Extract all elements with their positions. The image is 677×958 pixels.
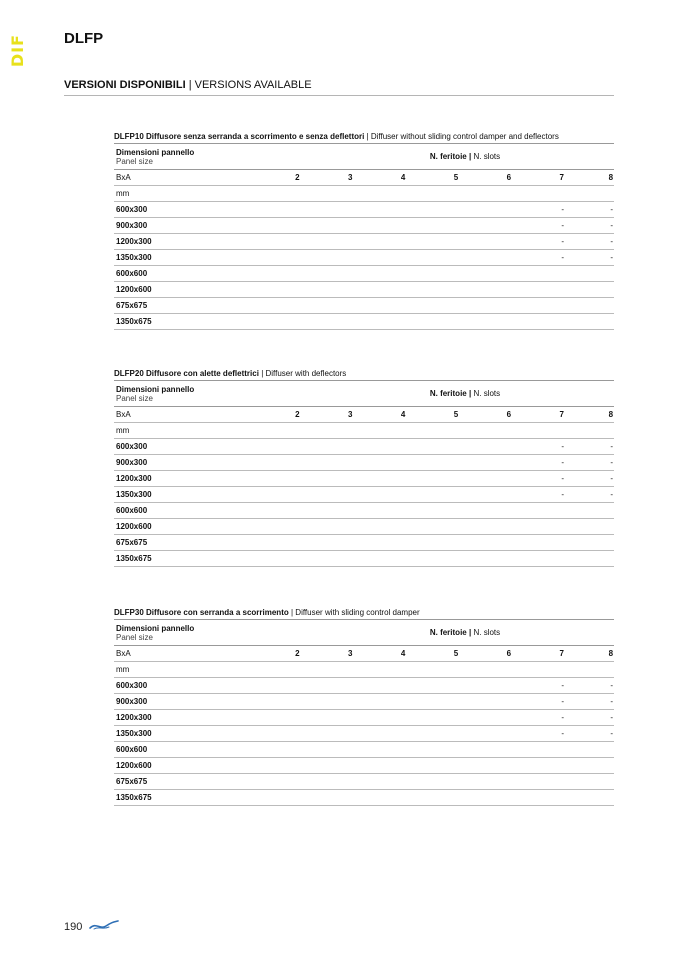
availability-cell <box>458 455 511 470</box>
availability-cell <box>300 250 353 265</box>
slot-count-cell: 3 <box>348 173 353 182</box>
availability-cell <box>405 694 458 709</box>
availability-cell: - <box>610 458 614 467</box>
slot-count-cell: 7 <box>559 649 564 658</box>
description-en: Diffuser without sliding control damper and deflectors <box>370 132 559 141</box>
slot-count-row <box>114 170 614 186</box>
availability-cell <box>300 694 353 709</box>
availability-cell <box>405 790 458 805</box>
availability-cell <box>405 551 458 566</box>
availability-cell <box>352 790 405 805</box>
slot-count-cell: 2 <box>295 649 300 658</box>
availability-cell <box>352 282 405 297</box>
table-row <box>114 250 614 266</box>
availability-cell: - <box>610 221 614 230</box>
availability-cell <box>405 758 458 773</box>
availability-cell <box>405 439 458 454</box>
availability-cell <box>247 250 300 265</box>
slot-count-cell: 7 <box>559 173 564 182</box>
availability-cell <box>564 551 614 566</box>
availability-cell <box>458 774 511 789</box>
availability-cell <box>300 314 353 329</box>
table-row <box>114 535 614 551</box>
availability-cell: - <box>561 697 564 706</box>
availability-cell <box>247 774 300 789</box>
description-en: Diffuser with deflectors <box>265 369 347 378</box>
panel-size-cell: 675x675 <box>116 538 148 547</box>
panel-size-it: Dimensioni pannello <box>116 147 195 157</box>
availability-cell <box>352 439 405 454</box>
availability-cell <box>300 503 353 518</box>
availability-cell <box>405 471 458 486</box>
availability-cell <box>300 678 353 693</box>
availability-cell <box>352 758 405 773</box>
slots-separator: | <box>468 628 472 637</box>
slot-count-cell: 8 <box>608 410 614 419</box>
availability-cell <box>300 551 353 566</box>
description-it: Diffusore con alette deflettrici <box>146 369 259 378</box>
panel-size-cell: 1200x300 <box>116 713 152 722</box>
availability-cell <box>458 535 511 550</box>
panel-size-cell: 600x600 <box>116 269 148 278</box>
availability-cell <box>352 234 405 249</box>
availability-cell <box>352 710 405 725</box>
panel-size-cell: 600x600 <box>116 506 148 515</box>
availability-cell <box>564 503 614 518</box>
availability-cell <box>300 726 353 741</box>
availability-cell <box>247 726 300 741</box>
panel-size-en: Panel size <box>116 156 153 166</box>
panel-size-en: Panel size <box>116 632 153 642</box>
availability-cell <box>300 774 353 789</box>
availability-cell <box>511 758 564 773</box>
description-separator: | <box>366 132 369 141</box>
slots-separator: | <box>468 152 472 161</box>
availability-cell <box>247 535 300 550</box>
availability-cell <box>405 519 458 534</box>
slots-en: N. slots <box>473 389 501 398</box>
availability-cell <box>352 266 405 281</box>
panel-size-cell: 1200x600 <box>116 285 152 294</box>
availability-cell <box>405 503 458 518</box>
availability-cell: - <box>561 442 564 451</box>
availability-cell <box>511 774 564 789</box>
description-it: Diffusore con serranda a scorrimento <box>146 608 289 617</box>
availability-cell: - <box>561 221 564 230</box>
availability-cell: - <box>610 697 614 706</box>
availability-cell <box>458 678 511 693</box>
panel-size-it: Dimensioni pannello <box>116 623 195 633</box>
slot-count-cell: 3 <box>348 410 353 419</box>
availability-cell <box>458 742 511 757</box>
table-row <box>114 774 614 790</box>
panel-size-it: Dimensioni pannello <box>116 384 195 394</box>
availability-cell <box>247 551 300 566</box>
availability-cell <box>352 678 405 693</box>
panel-size-cell: 1200x300 <box>116 237 152 246</box>
availability-cell: - <box>610 713 614 722</box>
table-row <box>114 726 614 742</box>
availability-cell <box>247 503 300 518</box>
availability-cell <box>511 519 564 534</box>
panel-size-cell: 1200x300 <box>116 474 152 483</box>
panel-size-header <box>114 624 316 642</box>
availability-cell <box>300 266 353 281</box>
availability-cell <box>458 471 511 486</box>
availability-cell <box>458 551 511 566</box>
availability-cell <box>405 455 458 470</box>
product-code: DLFP20 <box>114 369 144 378</box>
table-title <box>114 130 614 144</box>
availability-cell <box>458 298 511 313</box>
availability-cell: - <box>561 474 564 483</box>
availability-cell <box>564 266 614 281</box>
availability-cell <box>405 487 458 502</box>
slots-en: N. slots <box>473 152 501 161</box>
panel-size-cell: 1350x300 <box>116 490 152 499</box>
availability-cell <box>247 519 300 534</box>
availability-cell <box>564 519 614 534</box>
availability-cell <box>247 234 300 249</box>
table-title <box>114 606 614 620</box>
table-row <box>114 234 614 250</box>
availability-cell <box>300 282 353 297</box>
slots-separator: | <box>468 389 472 398</box>
section-title-it: VERSIONI DISPONIBILI <box>64 79 186 91</box>
slot-count-row <box>114 646 614 662</box>
description-separator: | <box>290 608 294 617</box>
unit-label: mm <box>116 665 130 674</box>
table-row <box>114 503 614 519</box>
availability-cell <box>352 726 405 741</box>
availability-cell <box>352 535 405 550</box>
availability-cell <box>511 314 564 329</box>
page-title: DLFP <box>64 30 104 47</box>
slot-count-row <box>114 407 614 423</box>
panel-size-cell: 600x300 <box>116 205 148 214</box>
availability-cell <box>458 266 511 281</box>
slot-count-cell: 5 <box>453 173 459 182</box>
slots-it: N. feritoie <box>429 152 467 161</box>
availability-cell <box>352 487 405 502</box>
availability-cell <box>300 710 353 725</box>
page-number: 190 <box>64 921 83 933</box>
availability-cell <box>458 202 511 217</box>
slot-count-cell: 4 <box>400 173 406 182</box>
description-it: Diffusore senza serranda a scorrimento e senza deflettori <box>146 132 365 141</box>
availability-cell <box>247 282 300 297</box>
availability-cell <box>458 519 511 534</box>
panel-size-cell: 675x675 <box>116 301 148 310</box>
unit-label: mm <box>116 189 130 198</box>
slots-header <box>316 152 614 161</box>
table-row <box>114 266 614 282</box>
availability-cell <box>300 790 353 805</box>
panel-size-en: Panel size <box>116 393 153 403</box>
availability-cell <box>458 758 511 773</box>
section-title-en: VERSIONS AVAILABLE <box>194 79 312 91</box>
availability-cell <box>564 298 614 313</box>
table-row <box>114 694 614 710</box>
dims-label: BxA <box>116 410 131 419</box>
table-row <box>114 790 614 806</box>
availability-cell <box>300 455 353 470</box>
availability-cell: - <box>561 458 564 467</box>
availability-cell <box>564 282 614 297</box>
slot-count-cell: 8 <box>608 173 614 182</box>
table-header <box>114 144 614 170</box>
description-en: Diffuser with sliding control damper <box>295 608 420 617</box>
table-row <box>114 298 614 314</box>
availability-cell <box>405 710 458 725</box>
availability-cell <box>247 694 300 709</box>
availability-cell <box>458 726 511 741</box>
availability-cell <box>352 314 405 329</box>
availability-cell <box>511 298 564 313</box>
availability-cell: - <box>610 442 614 451</box>
panel-size-cell: 900x300 <box>116 221 148 230</box>
availability-cell <box>511 266 564 281</box>
availability-cell <box>352 551 405 566</box>
availability-cell <box>247 742 300 757</box>
availability-cell <box>247 471 300 486</box>
availability-cell <box>247 218 300 233</box>
table-row <box>114 742 614 758</box>
panel-size-header <box>114 385 316 403</box>
side-tab-label: DIF <box>8 34 27 68</box>
slot-count-cell: 6 <box>506 173 512 182</box>
availability-cell: - <box>610 729 614 738</box>
availability-cell <box>458 503 511 518</box>
availability-cell <box>405 282 458 297</box>
availability-cell <box>352 694 405 709</box>
unit-row <box>114 423 614 439</box>
availability-cell <box>247 314 300 329</box>
availability-cell <box>352 298 405 313</box>
availability-cell: - <box>561 681 564 690</box>
unit-row <box>114 662 614 678</box>
availability-cell <box>458 710 511 725</box>
availability-cell <box>300 298 353 313</box>
table-header <box>114 620 614 646</box>
section-separator: | <box>188 79 192 91</box>
availability-cell: - <box>561 729 564 738</box>
panel-size-cell: 1200x600 <box>116 522 152 531</box>
panel-size-cell: 675x675 <box>116 777 148 786</box>
availability-cell: - <box>561 205 564 214</box>
slot-count-cell: 4 <box>400 410 406 419</box>
availability-cell <box>564 774 614 789</box>
table-row <box>114 710 614 726</box>
availability-cell <box>458 234 511 249</box>
slot-count-cell: 6 <box>506 649 512 658</box>
availability-cell <box>247 790 300 805</box>
table-row <box>114 455 614 471</box>
product-code: DLFP10 <box>114 132 144 141</box>
availability-cell <box>300 202 353 217</box>
table-row <box>114 314 614 330</box>
table-row <box>114 487 614 503</box>
table-row <box>114 758 614 774</box>
availability-cell: - <box>610 681 614 690</box>
unit-label: mm <box>116 426 130 435</box>
availability-cell: - <box>610 253 614 262</box>
availability-cell <box>564 742 614 757</box>
slots-it: N. feritoie <box>429 628 467 637</box>
slot-count-cell: 4 <box>400 649 406 658</box>
table-row <box>114 218 614 234</box>
availability-cell <box>405 535 458 550</box>
versions-table-2 <box>114 606 614 806</box>
table-row <box>114 519 614 535</box>
availability-cell <box>511 282 564 297</box>
availability-cell <box>405 774 458 789</box>
table-row <box>114 471 614 487</box>
availability-cell: - <box>610 490 614 499</box>
availability-cell <box>458 790 511 805</box>
availability-cell <box>300 758 353 773</box>
versions-table-1 <box>114 367 614 567</box>
panel-size-cell: 1350x300 <box>116 253 152 262</box>
table-row <box>114 202 614 218</box>
availability-cell: - <box>561 713 564 722</box>
dims-label: BxA <box>116 173 131 182</box>
dims-label: BxA <box>116 649 131 658</box>
availability-cell <box>511 790 564 805</box>
availability-cell <box>564 314 614 329</box>
availability-cell <box>352 250 405 265</box>
availability-cell: - <box>561 253 564 262</box>
availability-cell <box>300 218 353 233</box>
slot-count-cell: 5 <box>453 410 459 419</box>
slot-count-cell: 7 <box>559 410 564 419</box>
availability-cell <box>352 455 405 470</box>
description-separator: | <box>261 369 264 378</box>
slot-count-cell: 5 <box>453 649 459 658</box>
table-row <box>114 439 614 455</box>
panel-size-cell: 900x300 <box>116 697 148 706</box>
availability-cell <box>352 218 405 233</box>
availability-cell: - <box>610 205 614 214</box>
availability-cell <box>405 314 458 329</box>
slots-header <box>316 628 614 637</box>
availability-cell <box>247 710 300 725</box>
availability-cell <box>300 471 353 486</box>
slot-count-cell: 8 <box>608 649 614 658</box>
panel-size-header <box>114 148 316 166</box>
availability-cell <box>405 298 458 313</box>
availability-cell <box>405 218 458 233</box>
availability-cell <box>405 250 458 265</box>
availability-cell: - <box>610 237 614 246</box>
availability-cell <box>300 742 353 757</box>
availability-cell <box>352 503 405 518</box>
availability-cell <box>247 266 300 281</box>
availability-cell <box>247 202 300 217</box>
availability-cell <box>564 535 614 550</box>
availability-cell <box>458 694 511 709</box>
availability-cell <box>300 439 353 454</box>
panel-size-cell: 600x600 <box>116 745 148 754</box>
slots-header <box>316 389 614 398</box>
table-title <box>114 367 614 381</box>
availability-cell <box>458 250 511 265</box>
availability-cell <box>247 298 300 313</box>
table-row <box>114 282 614 298</box>
availability-cell <box>405 234 458 249</box>
availability-cell: - <box>561 237 564 246</box>
panel-size-cell: 1200x600 <box>116 761 152 770</box>
wave-logo-icon <box>88 918 120 932</box>
availability-cell: - <box>610 474 614 483</box>
availability-cell <box>511 535 564 550</box>
panel-size-cell: 1350x675 <box>116 554 152 563</box>
availability-cell <box>300 234 353 249</box>
availability-cell <box>247 439 300 454</box>
availability-cell <box>300 535 353 550</box>
table-row <box>114 551 614 567</box>
slot-count-cell: 3 <box>348 649 353 658</box>
slots-en: N. slots <box>473 628 501 637</box>
panel-size-cell: 600x300 <box>116 442 148 451</box>
panel-size-cell: 900x300 <box>116 458 148 467</box>
versions-table-0 <box>114 130 614 330</box>
availability-cell <box>352 774 405 789</box>
availability-cell <box>352 519 405 534</box>
availability-cell <box>247 487 300 502</box>
availability-cell <box>405 742 458 757</box>
availability-cell <box>458 487 511 502</box>
panel-size-cell: 1350x300 <box>116 729 152 738</box>
availability-cell <box>511 742 564 757</box>
unit-row <box>114 186 614 202</box>
panel-size-cell: 1350x675 <box>116 793 152 802</box>
availability-cell <box>405 726 458 741</box>
table-header <box>114 381 614 407</box>
availability-cell <box>300 519 353 534</box>
availability-cell <box>247 455 300 470</box>
availability-cell <box>458 314 511 329</box>
availability-cell <box>405 202 458 217</box>
availability-cell <box>247 758 300 773</box>
availability-cell <box>564 790 614 805</box>
availability-cell <box>352 471 405 486</box>
product-code: DLFP30 <box>114 608 144 617</box>
availability-cell <box>247 678 300 693</box>
availability-cell <box>405 678 458 693</box>
availability-cell <box>564 758 614 773</box>
slot-count-cell: 2 <box>295 173 300 182</box>
slots-it: N. feritoie <box>429 389 467 398</box>
availability-cell <box>300 487 353 502</box>
availability-cell <box>511 551 564 566</box>
availability-cell: - <box>561 490 564 499</box>
availability-cell <box>352 742 405 757</box>
availability-cell <box>511 503 564 518</box>
slot-count-cell: 6 <box>506 410 512 419</box>
availability-cell <box>352 202 405 217</box>
availability-cell <box>458 218 511 233</box>
table-row <box>114 678 614 694</box>
slot-count-cell: 2 <box>295 410 300 419</box>
availability-cell <box>405 266 458 281</box>
availability-cell <box>458 282 511 297</box>
panel-size-cell: 600x300 <box>116 681 148 690</box>
availability-cell <box>458 439 511 454</box>
panel-size-cell: 1350x675 <box>116 317 152 326</box>
section-heading <box>64 79 614 96</box>
